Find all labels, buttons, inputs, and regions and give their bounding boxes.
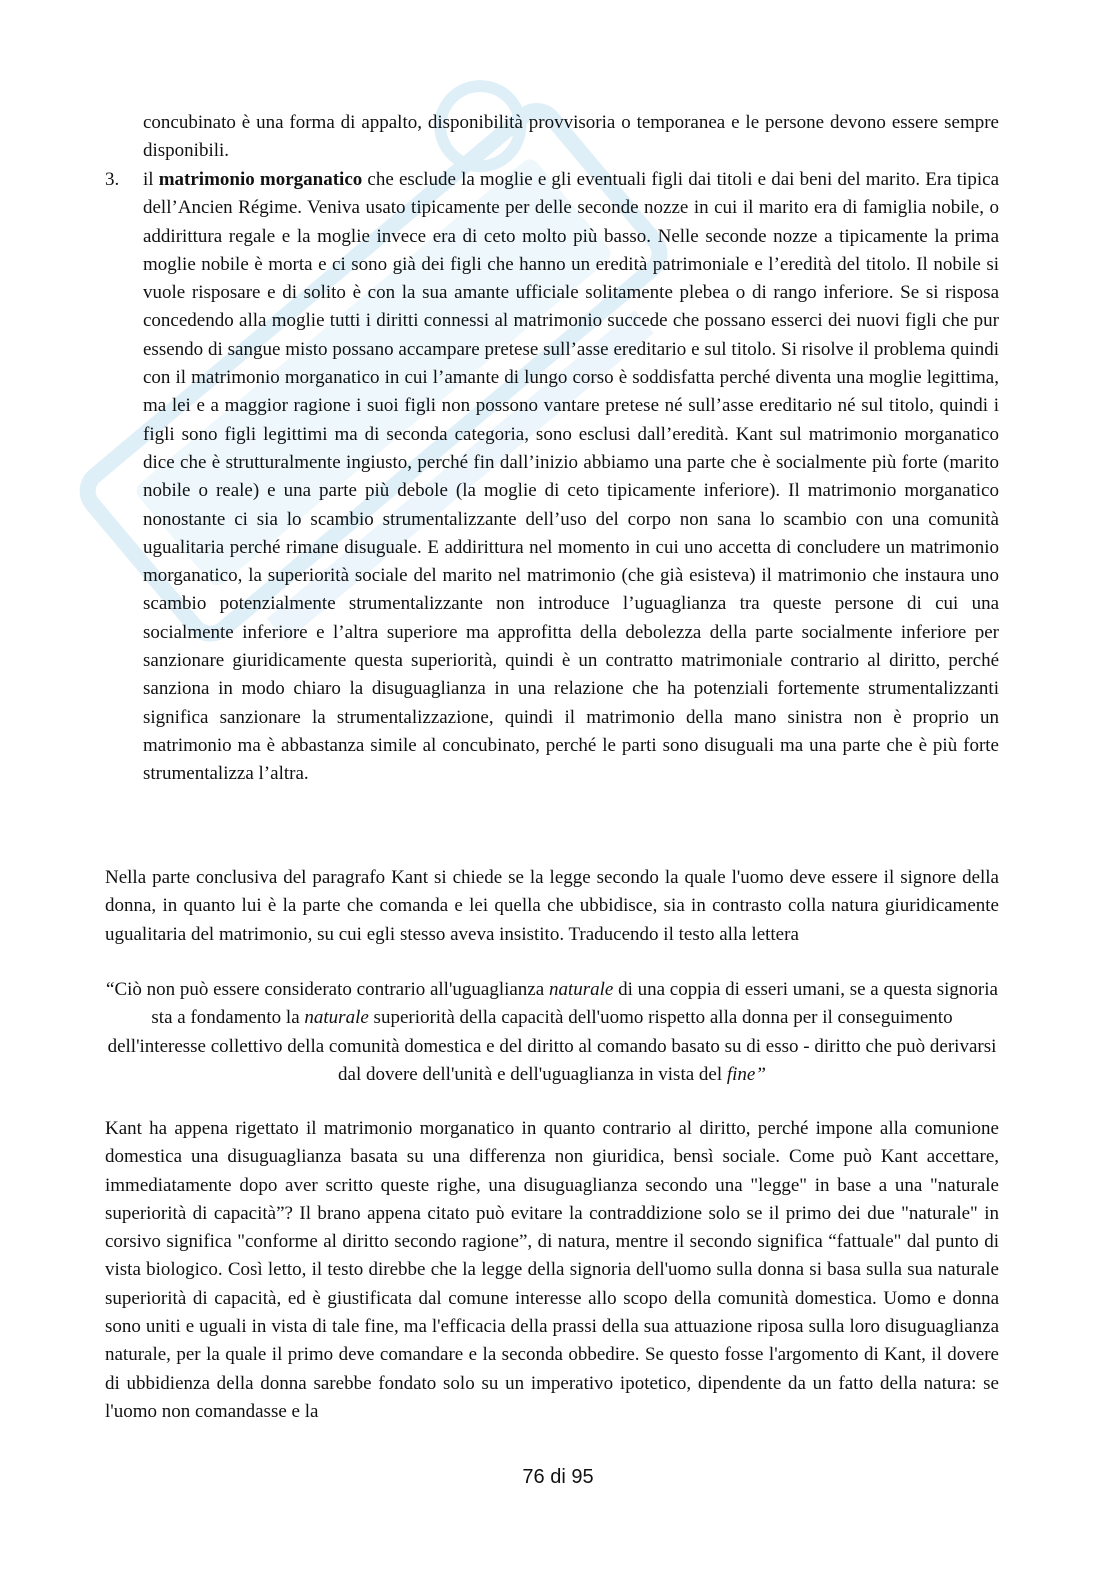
list-item-3: [143, 166, 999, 789]
quote-emphasis-1: naturale: [548, 979, 614, 1000]
paragraph-analysis: Kant ha appena rigettato il matrimonio morganatico in quanto contrario al diritto, perché impone alla comunione domestica una disuguaglianza basata su una differenza non giuridica, bensì sociale. Come può Kant accettare, immediatamente dopo aver scritto queste righe, una disuguaglianza secondo una "legge" in base a una "naturale superiorità di capacità”? Il brano appena citato può evitare la contraddizione solo se il primo dei due "naturale" in corsivo significa "conforme al diritto secondo ragione”, di natura, mentre il secondo significa “fattuale" dal punto di vista biologico. Così letto, il testo direbbe che la legge della signoria dell'uomo sulla donna si basa sulla sua naturale superiorità di capacità, ed è giustificata dal comune interesse allo scopo della comunità domestica. Uomo e donna sono uniti e uguali in vista di tale fine, ma l'efficacia della prassi della sua attuazione riposa sulla loro disuguaglianza naturale, per la quale il primo deve comandare e la seconda obbedire. Se questo fosse l'argomento di Kant, il dovere di ubbidienza della donna sarebbe fondato solo su un imperativo ipotetico, dipendente da un fatto della natura: se l'uomo non comandasse e la: [105, 1118, 999, 1422]
quote-emphasis-3: fine”: [726, 1063, 766, 1085]
list-item-2-continuation: concubinato è una forma di appalto, disponibilità provvisoria o temporanea e le persone devono essere sempre disponibili.: [143, 112, 999, 162]
bold-term: matrimonio morganatico: [158, 169, 363, 190]
list-item-3-lead: il: [143, 169, 159, 190]
paragraph-conclusion: Nella parte conclusiva del paragrafo Kant si chiede se la legge secondo la quale l'uomo deve essere il signore della donna, in quanto lui è la parte che comanda e lei quella che ubbidisce, sia in contrasto colla natura giuridicamente ugualitaria del matrimonio, su cui egli stesso aveva insistito. Traducendo il testo alla lettera: [105, 867, 999, 945]
quote-text-3: superiorità della capacità dell'uomo rispetto alla donna per il conseguimento dell'interesse collettivo della comunità domestica e del diritto al comando basato su di esso - diritto che può derivarsi dal dovere dell'unità e dell'uguaglianza in vista del: [107, 1007, 997, 1085]
list-number: 3.: [105, 169, 120, 190]
quote-emphasis-2: naturale: [304, 1007, 369, 1029]
block-quote: [105, 976, 999, 1089]
page-number: 76 di 95: [522, 1466, 594, 1488]
quote-text-2: di una coppia di esseri umani, se a questa signoria sta a fondamento la: [151, 979, 998, 1029]
quote-text-1: “Ciò non può essere considerato contrario all'uguaglianza: [106, 979, 549, 1000]
list-item-3-text: che esclude la moglie e gli eventuali figli dai titoli e dai beni del marito. Era tipica dell’Ancien Régime. Veniva usato tipicamente per delle seconde nozze in cui il marito era di famiglia nobile, o addirittura regale e la moglie invece era di ceto molto più basso. Nelle seconde nozze a tipicamente la prima moglie nobile è morta e ci sono già dei figli che hanno un eredità patrimoniale e l’eredità del titolo. Il nobile si vuole risposare e di solito è con la sua amante ufficiale solitamente plebea o di rango inferiore. Se si risposa concedendo alla moglie tutti i diritti connessi al matrimonio succede che possano esserci dei nuovi figli che pur essendo di sangue misto possano accampare pretese sull’asse ereditario e sul titolo. Si risolve il problema quindi con il matrimonio morganatico in cui l’amante di lungo corso è soddisfatta perché diventa una moglie legittima, ma lei e a maggior ragione i suoi figli non possono vantare pretese né sull’asse ereditario né sul titolo, quindi i figli sono figli legittimi ma di seconda categoria, sono esclusi dall’eredità. Kant sul matrimonio morganatico dice che è strutturalmente ingiusto, perché fin dall’inizio abbiamo una parte che è socialmente più forte (marito nobile o reale) e una parte più debole (la moglie di ceto tipicamente inferiore). Il matrimonio morganatico nonostante ci sia lo scambio strumentalizzante dell’uso del corpo non sana lo scambio con una comunità ugualitaria perché rimane disuguale. E addirittura nel momento in cui uno accetta di concludere un matrimonio morganatico, la superiorità sociale del marito nel matrimonio (che già esisteva) il matrimonio che instaura uno scambio potenzialmente strumentalizzante non introduce l’uguaglianza tra queste persone di cui una socialmente inferiore e l’altra superiore ma approfitta della debolezza della parte socialmente inferiore per sanzionare giuridicamente questa superiorità, quindi è un contratto matrimoniale contrario al diritto, perché sanziona in modo chiaro la disuguaglianza in una relazione che ha potenziali fortemente strumentalizzanti significa sanzionare la strumentalizzazione, quindi il matrimonio della mano sinistra non è proprio un matrimonio ma è abbastanza simile al concubinato, perché le parti sono disuguali ma una parte che è più forte strumentalizza l’altra.: [143, 169, 1000, 785]
